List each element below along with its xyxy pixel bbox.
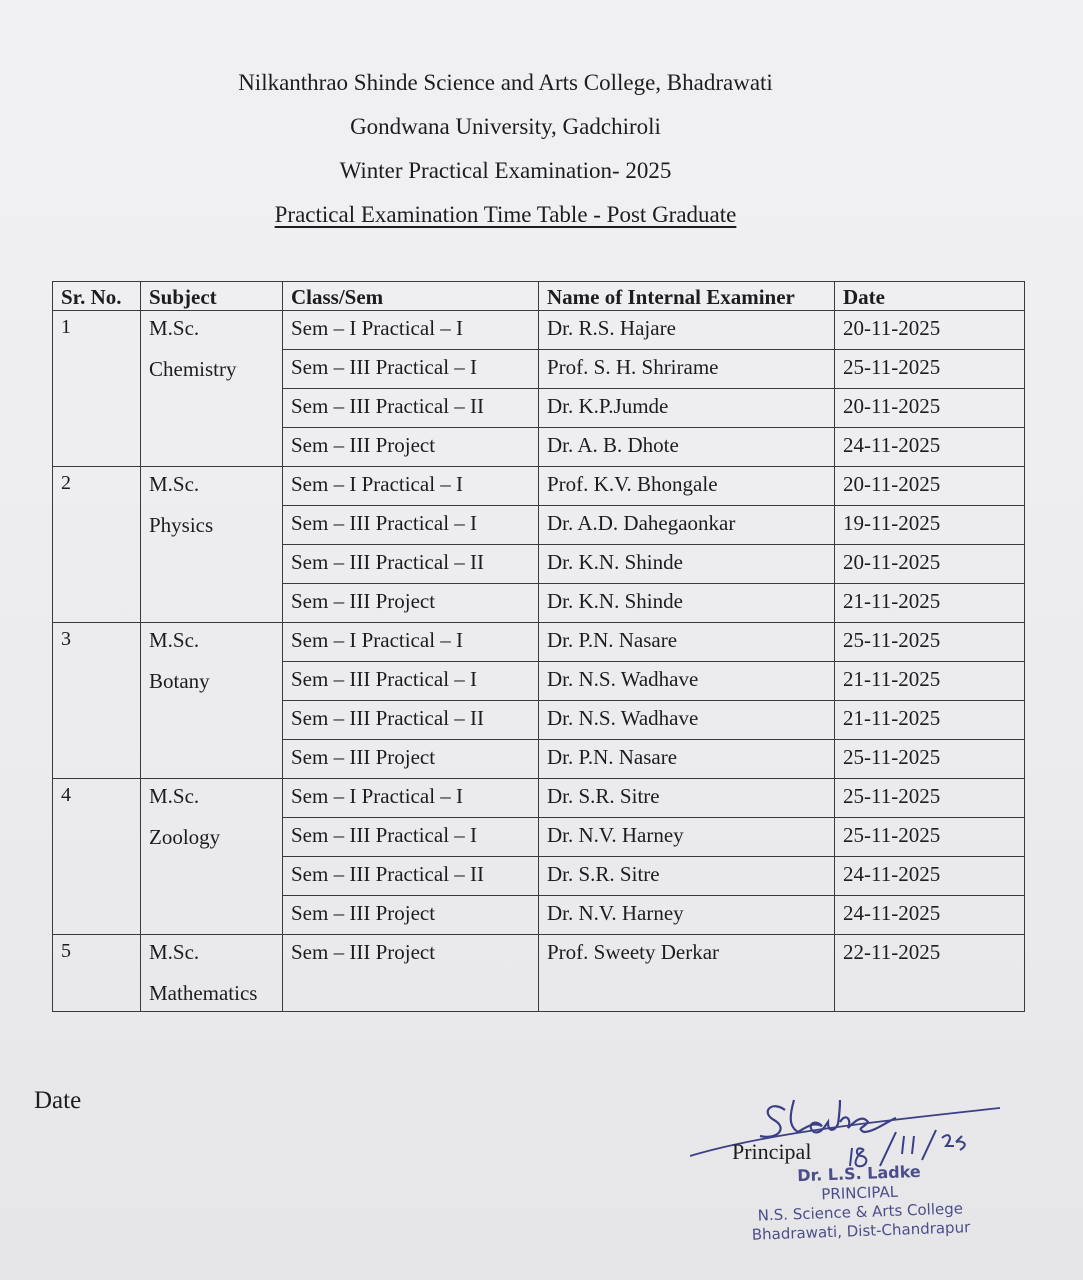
class-sem-cell: Sem – I Practical – I [283, 311, 539, 350]
subject-name: Physics [149, 512, 214, 537]
subject-cell [141, 935, 283, 1012]
subject-degree: M.Sc. [149, 628, 200, 653]
examiner-cell: Dr. A. B. Dhote [539, 428, 835, 467]
signature-block [690, 1092, 1050, 1262]
class-sem-cell: Sem – III Practical – I [283, 350, 539, 389]
examiner-cell: Dr. K.N. Shinde [539, 545, 835, 584]
sr-no-cell: 5 [53, 935, 141, 1012]
table-row [53, 623, 1025, 662]
class-sem-cell: Sem – III Practical – I [283, 662, 539, 701]
subject-cell [141, 467, 283, 623]
table-row [53, 467, 1025, 506]
table-row [53, 935, 1025, 1012]
class-sem-cell: Sem – I Practical – I [283, 623, 539, 662]
subject-name: Mathematics [149, 980, 258, 1005]
sr-no-cell: 4 [53, 779, 141, 935]
header-date: Date [835, 282, 1025, 311]
examiner-cell: Dr. S.R. Sitre [539, 857, 835, 896]
examiner-cell: Dr. S.R. Sitre [539, 779, 835, 818]
examiner-cell: Dr. N.V. Harney [539, 818, 835, 857]
stamp-place: Bhadrawati, Dist-Chandrapur [751, 1217, 971, 1244]
class-sem-cell: Sem – I Practical – I [283, 779, 539, 818]
date-cell: 25-11-2025 [835, 779, 1025, 818]
examiner-cell: Dr. N.V. Harney [539, 896, 835, 935]
class-sem-cell: Sem – III Practical – II [283, 545, 539, 584]
sr-no-cell: 2 [53, 467, 141, 623]
class-sem-cell: Sem – III Practical – II [283, 857, 539, 896]
examiner-cell: Prof. S. H. Shrirame [539, 350, 835, 389]
timetable [52, 281, 1025, 1012]
date-cell: 21-11-2025 [835, 662, 1025, 701]
examiner-cell: Dr. N.S. Wadhave [539, 662, 835, 701]
subject-cell [141, 779, 283, 935]
date-cell: 21-11-2025 [835, 701, 1025, 740]
date-cell: 25-11-2025 [835, 350, 1025, 389]
examiner-cell: Prof. K.V. Bhongale [539, 467, 835, 506]
subject-degree: M.Sc. [149, 472, 200, 497]
examiner-cell: Dr. P.N. Nasare [539, 740, 835, 779]
class-sem-cell: Sem – III Project [283, 935, 539, 1012]
table-row [53, 311, 1025, 350]
subject-name: Zoology [149, 824, 221, 849]
date-cell: 25-11-2025 [835, 818, 1025, 857]
header-subject: Subject [141, 282, 283, 311]
stamp-name: Dr. L.S. Ladke [796, 1161, 922, 1186]
date-cell: 21-11-2025 [835, 584, 1025, 623]
table-header-row [53, 282, 1025, 311]
date-label: Date [34, 1087, 82, 1114]
class-sem-cell: Sem – III Practical – II [283, 389, 539, 428]
class-sem-cell: Sem – III Practical – I [283, 506, 539, 545]
header-examiner: Name of Internal Examiner [539, 282, 835, 311]
date-cell: 25-11-2025 [835, 623, 1025, 662]
university-name: Gondwana University, Gadchiroli [350, 114, 661, 139]
header-sr-no: Sr. No. [53, 282, 141, 311]
sr-no-cell: 3 [53, 623, 141, 779]
date-cell: 20-11-2025 [835, 311, 1025, 350]
header-class-sem: Class/Sem [283, 282, 539, 311]
date-cell: 24-11-2025 [835, 857, 1025, 896]
class-sem-cell: Sem – III Project [283, 584, 539, 623]
table-row [53, 779, 1025, 818]
class-sem-cell: Sem – III Project [283, 896, 539, 935]
date-cell: 24-11-2025 [835, 896, 1025, 935]
subject-cell [141, 311, 283, 467]
subject-degree: M.Sc. [149, 316, 200, 341]
examiner-cell: Dr. N.S. Wadhave [539, 701, 835, 740]
date-cell: 20-11-2025 [835, 545, 1025, 584]
class-sem-cell: Sem – III Practical – I [283, 818, 539, 857]
class-sem-cell: Sem – III Project [283, 740, 539, 779]
subject-degree: M.Sc. [149, 784, 200, 809]
examiner-cell: Dr. K.P.Jumde [539, 389, 835, 428]
subject-name: Botany [149, 668, 210, 693]
examiner-cell: Dr. R.S. Hajare [539, 311, 835, 350]
subject-cell [141, 623, 283, 779]
examiner-cell: Dr. P.N. Nasare [539, 623, 835, 662]
class-sem-cell: Sem – III Project [283, 428, 539, 467]
subject-name: Chemistry [149, 356, 237, 381]
exam-name: Winter Practical Examination- 2025 [339, 158, 672, 183]
date-cell: 19-11-2025 [835, 506, 1025, 545]
subject-degree: M.Sc. [149, 940, 200, 965]
examiner-cell: Prof. Sweety Derkar [539, 935, 835, 1012]
principal-stamp [709, 1159, 1011, 1246]
examiner-cell: Dr. A.D. Dahegaonkar [539, 506, 835, 545]
class-sem-cell: Sem – I Practical – I [283, 467, 539, 506]
principal-label: Principal [732, 1139, 812, 1164]
sr-no-cell: 1 [53, 311, 141, 467]
date-cell: 20-11-2025 [835, 467, 1025, 506]
date-cell: 22-11-2025 [835, 935, 1025, 1012]
examiner-cell: Dr. K.N. Shinde [539, 584, 835, 623]
date-cell: 24-11-2025 [835, 428, 1025, 467]
document-title: Practical Examination Time Table - Post Graduate [274, 202, 737, 227]
stamp-title: PRINCIPAL [821, 1182, 899, 1204]
date-cell: 20-11-2025 [835, 389, 1025, 428]
stamp-college: N.S. Science & Arts College [757, 1199, 964, 1225]
class-sem-cell: Sem – III Practical – II [283, 701, 539, 740]
date-cell: 25-11-2025 [835, 740, 1025, 779]
college-name: Nilkanthrao Shinde Science and Arts College, Bhadrawati [238, 70, 773, 95]
